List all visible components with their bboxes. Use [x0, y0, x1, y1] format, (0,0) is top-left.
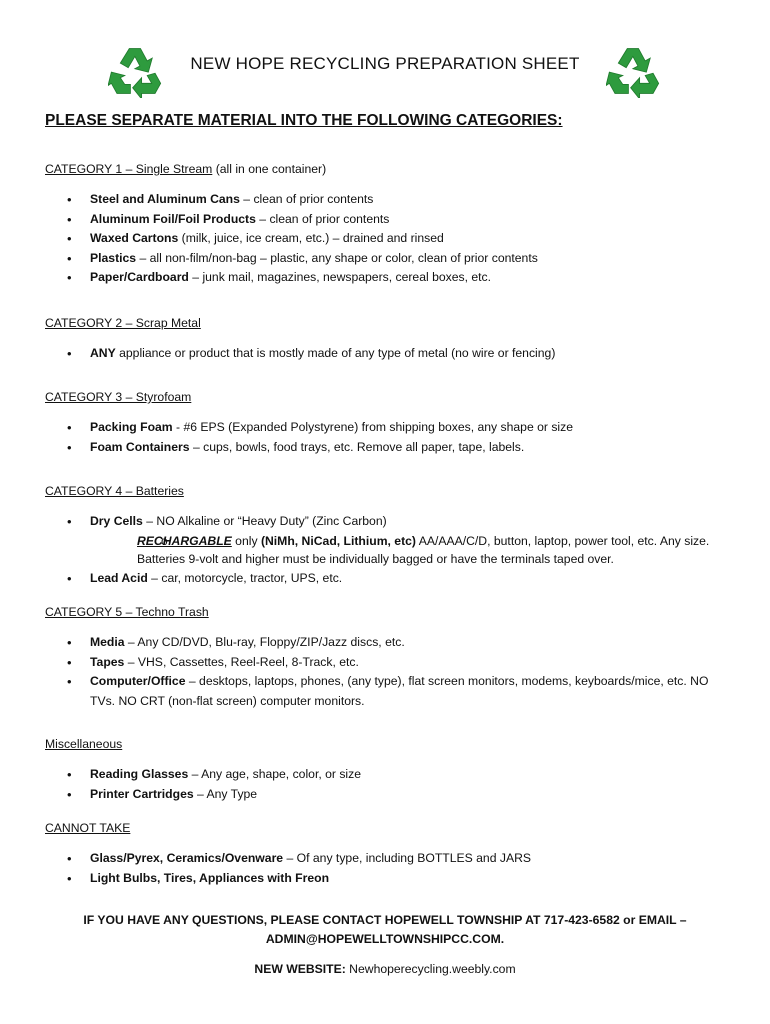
list-item: • Foam Containers – cups, bowls, food trays, etc. Remove all paper, tape, labels.	[45, 438, 735, 458]
list-item: • Reading Glasses – Any age, shape, color, or size	[45, 765, 735, 785]
category-heading: Miscellaneous	[45, 737, 123, 751]
list-item: • Lead Acid – car, motorcycle, tractor, UPS, etc.	[45, 569, 735, 589]
list-item: • Media – Any CD/DVD, Blu-ray, Floppy/ZIP/Jazz discs, etc.	[45, 633, 735, 653]
list-item: • Packing Foam - #6 EPS (Expanded Polystyrene) from shipping boxes, any shape or size	[45, 418, 735, 438]
list-item: • Tapes – VHS, Cassettes, Reel-Reel, 8-Track, etc.	[45, 653, 735, 673]
recycle-icon	[606, 44, 662, 98]
list-item: • Waxed Cartons (milk, juice, ice cream, etc.) – drained and rinsed	[45, 229, 735, 249]
list-item: • Dry Cells – NO Alkaline or “Heavy Duty” (Zinc Carbon) o RECHARGABLE only (NiMh, NiCad, Lithium, etc) AA/AAA/C/D, button, laptop, power tool, etc. Any size. Batteries 9-volt and higher must be individually bagged or have the terminals taped over.	[45, 512, 735, 569]
category-heading: CATEGORY 5 – Techno Trash	[45, 605, 209, 619]
category-heading: CATEGORY 3 – Styrofoam	[45, 390, 192, 404]
category-heading: CATEGORY 4 – Batteries	[45, 484, 184, 498]
category-heading: CATEGORY 2 – Scrap Metal	[45, 316, 201, 330]
category-1-section	[45, 160, 735, 288]
instructions-headline: PLEASE SEPARATE MATERIAL INTO THE FOLLOWING CATEGORIES:	[45, 112, 563, 129]
page-title: NEW HOPE RECYCLING PREPARATION SHEET	[190, 54, 580, 73]
list-item: • Computer/Office – desktops, laptops, phones, (any type), flat screen monitors, modems, keyboards/mice, etc. NO TVs. NO CRT (non-flat screen) computer monitors.	[45, 672, 735, 711]
contact-line: IF YOU HAVE ANY QUESTIONS, PLEASE CONTACT HOPEWELL TOWNSHIP AT 717-423-6582 or EMAIL –	[83, 913, 687, 927]
list-item: • ANY appliance or product that is mostly made of any type of metal (no wire or fencing)	[45, 344, 735, 364]
list-item: • Plastics – all non-film/non-bag – plastic, any shape or color, clean of prior contents	[45, 249, 735, 269]
category-3-section	[45, 388, 735, 457]
sub-list-item: o RECHARGABLE only (NiMh, NiCad, Lithium, etc) AA/AAA/C/D, button, laptop, power tool, etc. Any size. Batteries 9-volt and higher must be individually bagged or have the terminals taped over.	[90, 532, 735, 569]
category-5-section	[45, 603, 735, 711]
list-item: • Light Bulbs, Tires, Appliances with Freon	[45, 869, 735, 889]
list-item: • Glass/Pyrex, Ceramics/Ovenware – Of any type, including BOTTLES and JARS	[45, 849, 735, 869]
contact-footer	[0, 911, 770, 949]
list-item: • Paper/Cardboard – junk mail, magazines, newspapers, cereal boxes, etc.	[45, 268, 735, 288]
website-line	[0, 960, 770, 979]
list-item: • Printer Cartridges – Any Type	[45, 785, 735, 805]
cannot-take-section	[45, 819, 735, 888]
category-heading: CANNOT TAKE	[45, 821, 131, 835]
website-url: Newhoperecycling.weebly.com	[345, 962, 516, 976]
list-item: • Steel and Aluminum Cans – clean of prior contents	[45, 190, 735, 210]
category-2-section	[45, 314, 735, 364]
list-item: • Aluminum Foil/Foil Products – clean of prior contents	[45, 210, 735, 230]
category-heading: CATEGORY 1 – Single Stream (all in one container)	[45, 162, 327, 176]
category-4-section	[45, 482, 735, 588]
miscellaneous-section	[45, 735, 735, 804]
website-label: NEW WEBSITE:	[254, 962, 346, 976]
contact-email: ADMIN@HOPEWELLTOWNSHIPCC.COM.	[265, 932, 505, 946]
